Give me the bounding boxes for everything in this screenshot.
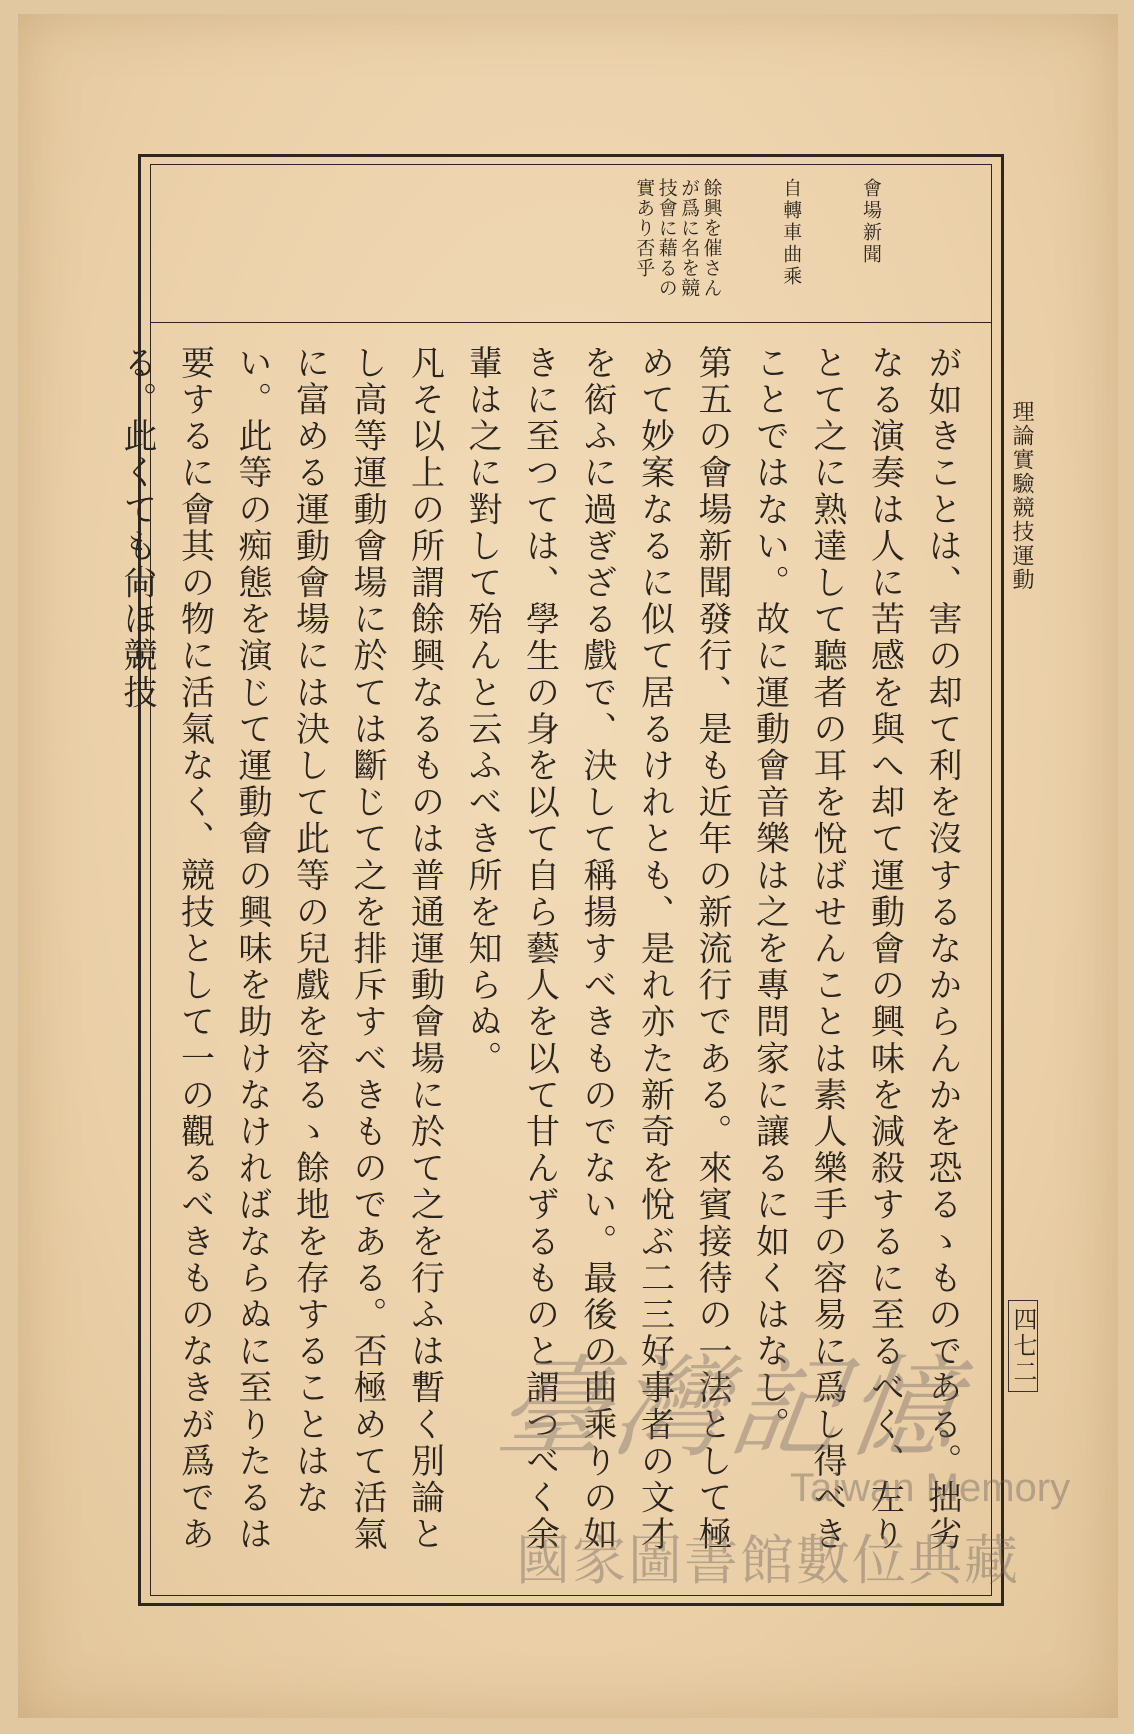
heading-divider [150,322,992,323]
heading-venue-news: 會場新聞 [860,178,882,266]
running-head: 理論實驗競技運動 [1009,400,1034,592]
heading-trick-cycling: 自轉車曲乘 [780,178,803,288]
paragraph-2: 第五の會場新聞發行、是も近年の新流行である。來賓接待の一法として極めて妙案なるに似て居るけれとも、是れ亦た新奇を悅ぶ二三好事者の文才を衒ふに過ぎざる戲で、決して稱揚すべきものでない。最後の曲乘りの如きに至つては、學生の身を以て自ら藝人を以て甘んずるものと謂つべく余輩は之に對して殆んと云ふべき所を知らぬ。 [462,345,732,1553]
body-text [117,345,970,1585]
heading-entertainment-question [633,178,723,298]
paragraph-3: 凡そ以上の所謂餘興なるものは普通運動會場に於て之を行ふは暫く別論とし高等運動會場に於ては斷じて之を排斥すべきものである。否極めて活氣に富める運動會場には決して此等の兒戲を容るゝ餘地を存することはない。此等の痴態を演じて運動會の興味を助けなければならぬに至りたるは要するに會其の物に活氣なく、競技として一の觀るべきものなきが爲である。此くても尙ほ競技 [117,345,445,1553]
heading-entertainment-text: 餘興を催さん が爲に名を競 技會に藉るの 實あり否乎 [633,178,723,298]
page-number: 四七二 [1008,1300,1038,1392]
paragraph-1: が如きことは、害の却て利を沒するなからんかを恐るゝものである。拙劣なる演奏は人に苦感を與へ却て運動會の興味を減殺するに至るべく、左りとて之に熟達して聽者の耳を悅ばせんことは素人樂手の容易に爲し得べきことではない。故に運動會音樂は之を專問家に讓るに如くはなし。 [749,345,962,1553]
watermark-subtitle: 國家圖書館數位典藏 [516,1529,1020,1592]
watermark-title: 臺灣記憶 [489,1344,972,1472]
margin-headings [150,164,992,322]
watermark-latin: Taiwan Memory [790,1466,1071,1510]
